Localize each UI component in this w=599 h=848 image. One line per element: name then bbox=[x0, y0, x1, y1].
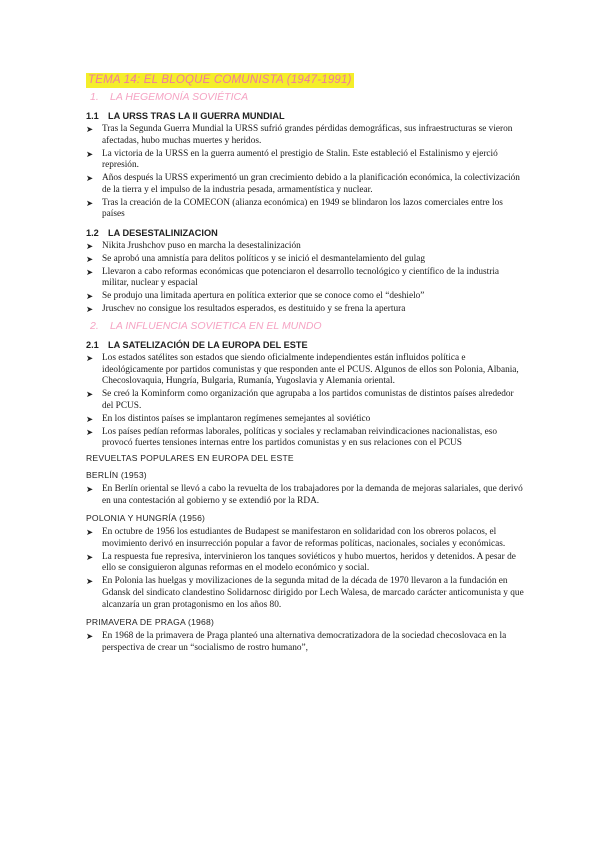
list-item bbox=[86, 414, 526, 426]
arrow-bullet-icon: ➤ bbox=[86, 253, 94, 264]
list-item bbox=[86, 353, 526, 388]
bullet-list bbox=[86, 484, 526, 507]
subsection-heading-1-1 bbox=[86, 110, 526, 122]
list-item bbox=[86, 124, 526, 147]
arrow-bullet-icon: ➤ bbox=[86, 240, 94, 251]
bullet-list bbox=[86, 527, 526, 611]
arrow-bullet-icon: ➤ bbox=[86, 576, 94, 587]
berlin-heading: BERLÍN (1953) bbox=[86, 469, 147, 480]
primavera-praga-heading: PRIMAVERA DE PRAGA (1968) bbox=[86, 617, 215, 628]
list-item-text: Jruschev no consigue los resultados esperados, es destituido y se frena la apertura bbox=[102, 304, 406, 315]
section-title: LA HEGEMONÍA SOVIÉTICA bbox=[110, 91, 249, 103]
list-item bbox=[86, 173, 526, 196]
list-item bbox=[86, 484, 526, 507]
subsection-title: LA URSS TRAS LA II GUERRA MUNDIAL bbox=[108, 111, 285, 121]
arrow-bullet-icon: ➤ bbox=[86, 291, 94, 302]
list-item bbox=[86, 267, 526, 290]
page-title: TEMA 14: EL BLOQUE COMUNISTA (1947-1991) bbox=[88, 74, 352, 86]
list-item-text: En los distintos países se implantaron regímenes semejantes al soviético bbox=[102, 413, 371, 424]
list-item-text: Llevaron a cabo reformas económicas que potenciaron el desarrollo tecnológico y científico de la industria militar, nuclear y espacial bbox=[102, 266, 500, 289]
revueltas-heading: REVUELTAS POPULARES EN EUROPA DEL ESTE bbox=[86, 452, 294, 463]
subsection-number: 1.2 bbox=[86, 227, 99, 238]
arrow-bullet-icon: ➤ bbox=[86, 551, 94, 562]
arrow-bullet-icon: ➤ bbox=[86, 124, 94, 134]
list-item-text: En octubre de 1956 los estudiantes de Budapest se manifestaron en solidaridad con los obreros polacos, el movimiento derivó en insurrección popular a favor de reformas políticas, nacionales, sociales y económicas. bbox=[102, 527, 506, 549]
bullet-list bbox=[86, 241, 526, 316]
list-item-text: Los estados satélites son estados que siendo oficialmente independientes están influidos política e ideológicamente por partidos comunistas y que responden ante el PCUS. Algunos de ellos son Polonia, Albania, Checoslovaquia, Hungría, Bulgaria, Rumanía, Yugoslavia y Alemania oriental. bbox=[102, 353, 519, 387]
subsection-heading-2-1 bbox=[86, 339, 526, 351]
arrow-bullet-icon: ➤ bbox=[86, 173, 94, 184]
list-item-text: En Polonia las huelgas y movilizaciones de la segunda mitad de la década de 1970 llevaron a la fundación en Gdansk del sindicato clandestino Solidarnosc dirigido por Lech Walesa, de marcado carácter anticomunista y que alcanzaría un gran protagonismo en los años 80. bbox=[102, 576, 524, 610]
bullet-list bbox=[86, 124, 526, 221]
section-title: LA INFLUENCIA SOVIETICA EN EL MUNDO bbox=[110, 320, 322, 333]
section-heading-1 bbox=[90, 90, 526, 104]
bullet-list bbox=[86, 631, 526, 654]
list-item-text: En 1968 de la primavera de Praga planteó una alternativa democratizadora de la sociedad checoslovaca en la perspectiva de crear un “socialismo de rostro humano”, bbox=[102, 631, 507, 653]
list-item bbox=[86, 389, 526, 412]
list-item bbox=[86, 241, 526, 253]
arrow-bullet-icon: ➤ bbox=[86, 483, 94, 494]
list-item bbox=[86, 254, 526, 266]
list-item bbox=[86, 527, 526, 550]
section-heading-2 bbox=[90, 319, 526, 333]
list-item-text: Se aprobó una amnistía para delitos políticos y se inició el desmantelamiento del gulag bbox=[102, 253, 425, 264]
subsection-number: 2.1 bbox=[86, 340, 99, 351]
arrow-bullet-icon: ➤ bbox=[86, 631, 94, 642]
list-item-text: Se produjo una limitada apertura en política exterior que se conoce como el “deshielo” bbox=[102, 291, 425, 302]
arrow-bullet-icon: ➤ bbox=[86, 389, 94, 400]
arrow-bullet-icon: ➤ bbox=[86, 527, 94, 538]
subsection-title: LA DESESTALINIZACION bbox=[108, 227, 218, 238]
subsection-title: LA SATELIZACIÓN DE LA EUROPA DEL ESTE bbox=[108, 340, 308, 351]
list-item-text: Tras la Segunda Guerra Mundial la URSS sufrió grandes pérdidas demográficas, sus infraestructuras se vieron afectadas, hubo muchas muertes y heridos. bbox=[102, 124, 513, 146]
list-item-text: Los países pedían reformas laborales, políticas y sociales y reclamaban reivindicaciones nacionalistas, eso provocó fuertes tensiones internas entre los partidos comunistas y en sus relaciones con el PCUS bbox=[102, 426, 497, 449]
list-item bbox=[86, 149, 526, 172]
section-number: 2. bbox=[90, 320, 99, 333]
arrow-bullet-icon: ➤ bbox=[86, 197, 94, 208]
list-item-text: Tras la creación de la COMECON (alianza económica) en 1949 se blindaron los lazos comerciales entre los países bbox=[102, 197, 503, 220]
polonia-hungria-heading: POLONIA Y HUNGRÍA (1956) bbox=[86, 513, 206, 524]
arrow-bullet-icon: ➤ bbox=[86, 426, 94, 437]
list-item bbox=[86, 198, 526, 221]
list-item bbox=[86, 304, 526, 316]
list-item bbox=[86, 576, 526, 611]
document-page bbox=[86, 70, 526, 656]
arrow-bullet-icon: ➤ bbox=[86, 353, 94, 364]
list-item-text: En Berlín oriental se llevó a cabo la revuelta de los trabajadores por la demanda de mejoras salariales, que derivó en una contestación al gobierno y se extendió por la RDA. bbox=[102, 483, 523, 506]
list-item bbox=[86, 631, 526, 654]
list-item-text: La respuesta fue represiva, intervinieron los tanques soviéticos y hubo muertos, heridos y detenidos. A pesar de ello se consiguieron algunas reformas en el modelo económico y social. bbox=[102, 551, 516, 574]
list-item-text: Se creó la Kominform como organización que agrupaba a los partidos comunistas de distintos países alrededor del PCUS. bbox=[102, 389, 514, 411]
bullet-list bbox=[86, 353, 526, 450]
subsection-number: 1.1 bbox=[86, 111, 99, 121]
arrow-bullet-icon: ➤ bbox=[86, 413, 94, 424]
subsection-heading-1-2 bbox=[86, 227, 526, 239]
list-item-text: Años después la URSS experimentó un gran crecimiento debido a la planificación económica, la colectivización de la tierra y el impulso de la industria pesada, armamentística y nuclear. bbox=[102, 173, 520, 195]
list-item bbox=[86, 552, 526, 575]
arrow-bullet-icon: ➤ bbox=[86, 148, 94, 159]
section-number: 1. bbox=[90, 91, 99, 103]
list-item bbox=[86, 291, 526, 303]
arrow-bullet-icon: ➤ bbox=[86, 266, 94, 277]
arrow-bullet-icon: ➤ bbox=[86, 304, 94, 315]
list-item-text: Nikita Jrushchov puso en marcha la desestalinización bbox=[102, 240, 301, 251]
list-item bbox=[86, 427, 526, 450]
list-item-text: La victoria de la URSS en la guerra aumentó el prestigio de Stalin. Este estableció el Estalinismo y ejerció represión. bbox=[102, 148, 498, 171]
